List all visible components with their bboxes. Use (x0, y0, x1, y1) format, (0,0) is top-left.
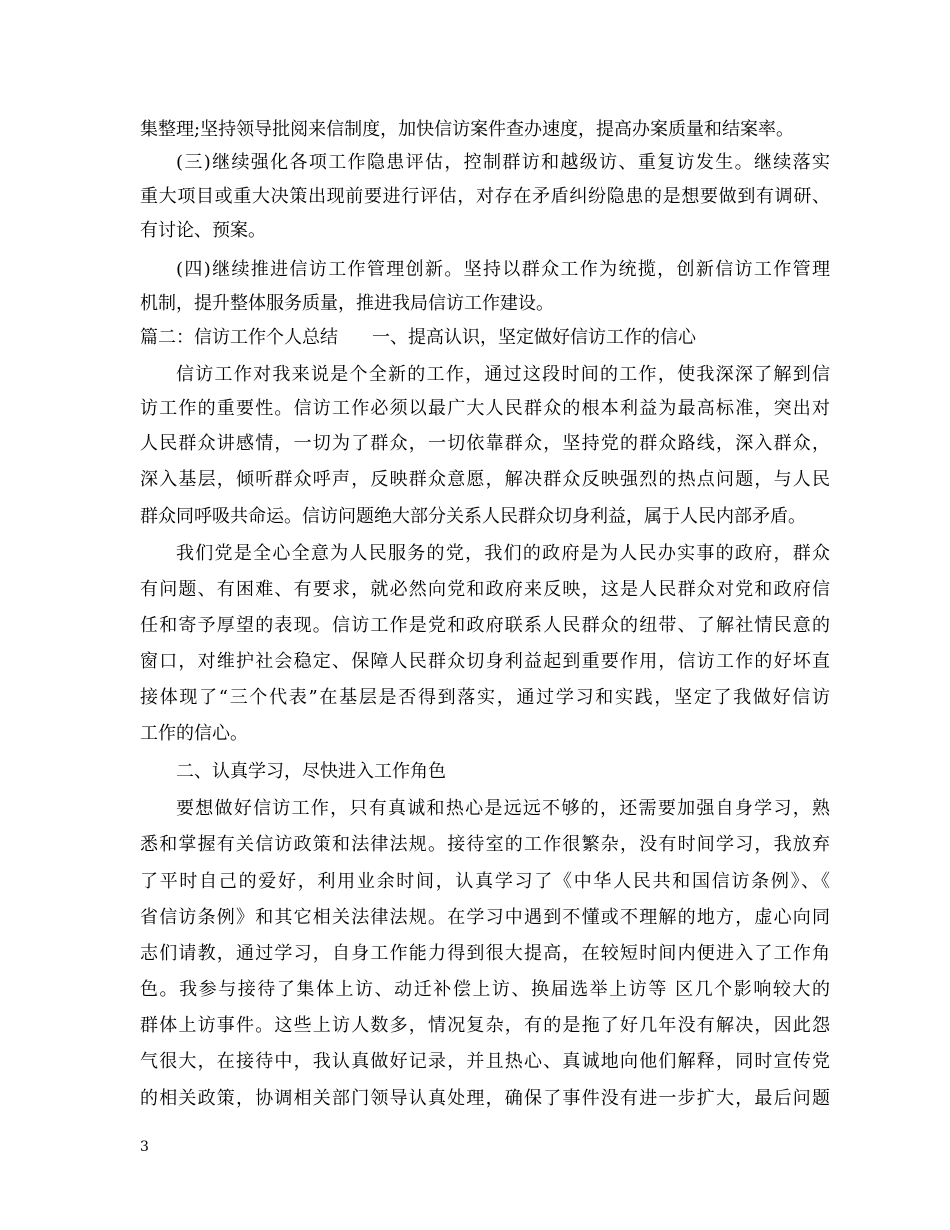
paragraph-line: 深入基层，倾听群众呼声，反映群众意愿，解决群众反映强烈的热点问题，与人民 (140, 469, 830, 490)
paragraph-line: 窗口，对维护社会稳定、保障人民群众切身利益起到重要作用，信访工作的好坏直 (140, 651, 830, 672)
paragraph-line: 重大项目或重大决策出现前要进行评估，对存在矛盾纠纷隐患的是想要做到有调研、 (140, 186, 830, 207)
section-heading-title: 篇二：信访工作个人总结 (140, 327, 338, 348)
paragraph-line: 集整理;坚持领导批阅来信制度，加快信访案件查办速度，提高办案质量和结案率。 (140, 119, 795, 140)
paragraph-line: 色。我参与接待了集体上访、动迁补偿上访、换届选举上访等 区几个影响较大的 (140, 979, 830, 1000)
section-heading-subtitle: 一、提高认识，坚定做好信访工作的信心 (372, 327, 696, 348)
paragraph-line: 机制，提升整体服务质量，推进我局信访工作建设。 (140, 293, 554, 314)
paragraph-line: 有讨论、预案。 (140, 220, 266, 241)
paragraph-line: 了平时自己的爱好，利用业余时间，认真学习了《中华人民共和国信访条例》、《 (140, 871, 830, 892)
page-number: 3 (140, 1139, 149, 1155)
paragraph-line: 气很大，在接待中，我认真做好记录，并且热心、真诚地向他们解释，同时宣传党 (140, 1051, 830, 1072)
paragraph-line: 要想做好信访工作，只有真诚和热心是远远不够的，还需要加强自身学习，熟 (176, 798, 830, 819)
paragraph-line: 我们党是全心全意为人民服务的党，我们的政府是为人民办实事的政府，群众 (176, 543, 830, 564)
paragraph-line: 群体上访事件。这些上访人数多，情况复杂，有的是拖了好几年没有解决，因此怨 (140, 1015, 830, 1036)
paragraph-line: 人民群众讲感情，一切为了群众，一切依靠群众，坚持党的群众路线，深入群众， (140, 433, 830, 454)
subsection-heading: 二、认真学习，尽快进入工作角色 (176, 761, 446, 782)
paragraph-line: 省信访条例》和其它相关法律法规。在学习中遇到不懂或不理解的地方，虚心向同 (140, 907, 830, 928)
paragraph-line: (三)继续强化各项工作隐患评估，控制群访和越级访、重复访发生。继续落实 (176, 152, 830, 173)
paragraph-line: 有问题、有困难、有要求，就必然向党和政府来反映，这是人民群众对党和政府信 (140, 579, 830, 600)
paragraph-line: (四)继续推进信访工作管理创新。坚持以群众工作为统揽，创新信访工作管理 (176, 259, 830, 280)
paragraph-line: 访工作的重要性。信访工作必须以最广大人民群众的根本利益为最高标准，突出对 (140, 398, 830, 419)
paragraph-line: 的相关政策，协调相关部门领导认真处理，确保了事件没有进一步扩大，最后问题 (140, 1088, 830, 1109)
paragraph-line: 悉和掌握有关信访政策和法律法规。接待室的工作很繁杂，没有时间学习，我放弃 (140, 834, 830, 855)
paragraph-line: 群众同呼吸共命运。信访问题绝大部分关系人民群众切身利益，属于人民内部矛盾。 (140, 506, 806, 527)
paragraph-line: 志们请教，通过学习，自身工作能力得到很大提高，在较短时间内便进入了工作角 (140, 943, 830, 964)
paragraph-line: 工作的信心。 (140, 723, 248, 744)
paragraph-line: 任和寄予厚望的表现。信访工作是党和政府联系人民群众的纽带、了解社情民意的 (140, 615, 830, 636)
paragraph-line: 接体现了“三个代表”在基层是否得到落实，通过学习和实践，坚定了我做好信访 (140, 687, 830, 708)
section-heading (140, 326, 830, 350)
paragraph-line: 信访工作对我来说是个全新的工作，通过这段时间的工作，使我深深了解到信 (176, 364, 830, 385)
